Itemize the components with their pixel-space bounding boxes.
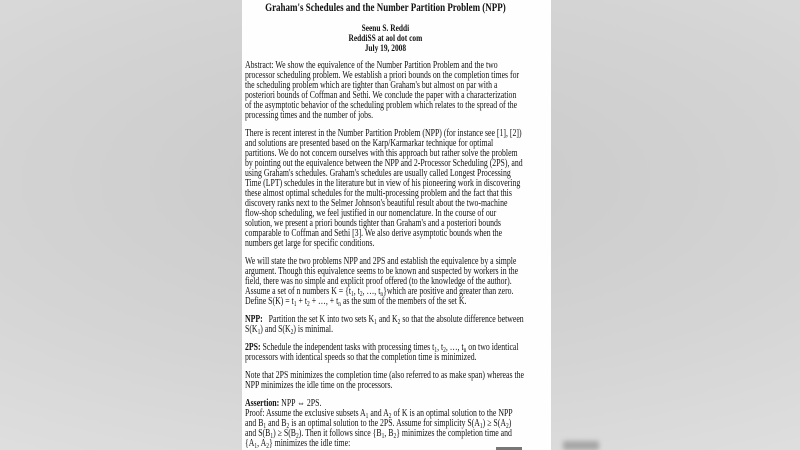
text-line: and $B_1$ and $B_2$ is an optimal solution to the 2PS. Assume for simplicity $S(A_1) \ge S(A_2)$	[245, 418, 512, 430]
text-line: {$A_1$, $A_2$} minimizes the idle time:	[245, 438, 351, 450]
text-line: these almost optimal schedules for the multi-processing problem and the fact that this	[245, 188, 512, 199]
text-line: argument. Though this equivalence seems to be known and suspected by workers in the	[245, 266, 519, 277]
text-line: processor scheduling problem. We establish a priori bounds on the completion times for	[245, 70, 520, 81]
text-line: solution, we present a priori bounds tighter than Graham's and a posteriori bounds	[245, 218, 501, 229]
text-line: processing times and the number of jobs.	[245, 110, 374, 121]
text-line: partitions. We do not concern ourselves with this approach but rather solve the problem	[245, 148, 518, 159]
paragraph-npp-definition	[245, 315, 551, 335]
text-line: Define $S(K) = t_1 + t_2$ + …, + $t_n$ as the sum of the members of the set K.	[245, 296, 467, 308]
paragraph-assertion-proof	[245, 399, 551, 449]
text-line: numbers get large for specific conditions.	[245, 238, 375, 249]
text-line: the scheduling problem which are tighter than Graham's but almost on par with a	[245, 80, 498, 91]
text-line: July 19, 2008	[364, 44, 407, 54]
text-line: and $S(B_1) \ge S(B_2)$. Then it follows since {$B_1$, $B_2$} minimizes the completion time and	[245, 428, 512, 440]
paragraph-problem-statement	[245, 257, 551, 307]
text-line: processors with identical speeds so that the completion time is minimized.	[245, 352, 477, 363]
text-line: posteriori bounds of Coffman and Sethi. We conclude the paper with a characterization	[245, 90, 517, 101]
text-line: and solutions are presented based on the Karp/Karmarkar technique for optimal	[245, 138, 494, 149]
text-line: Time (LPT) schedules in the literature but in view of his pioneering work in discovering	[245, 178, 521, 189]
text-line: discovery ranks next to the Selmer Johnson's beautiful result about the two-machine	[245, 198, 508, 209]
text-line: by pointing out the equivalence between the NPP and 2-Processor Scheduling (2PS), and	[245, 158, 523, 169]
text-line: Seenu S. Reddi	[361, 24, 410, 34]
page-corner-shadow	[563, 441, 599, 450]
paragraph-2ps-definition	[245, 343, 551, 363]
text-line: comparable to Coffman and Sethi [3]. We also derive asymptotic bounds when the	[245, 228, 503, 239]
document-page	[242, 0, 551, 450]
paragraph-abstract	[245, 61, 551, 121]
text-line: using Graham's schedules. Graham's schedules are usually called Longest Processing	[245, 168, 511, 179]
text-line: NPP minimizes the idle time on the processors.	[245, 380, 393, 391]
text-line: of the asymptotic behavior of the scheduling problem which relates to the spread of the	[245, 100, 518, 111]
text-line: field, there was no simple and explicit proof offered (to the knowledge of the author).	[245, 276, 512, 287]
text-line: NPP: Partition the set K into two sets $K_1$ and $K_2$ so that the absolute difference between	[245, 314, 524, 326]
text-line: flow-shop scheduling, we feel justified in our nomenclature. In the course of our	[245, 208, 497, 219]
text-line: There is recent interest in the Number Partition Problem (NPP) (for instance see [1], [2])	[245, 128, 522, 139]
text-line: $S(K_1)$ and $S(K_2)$ is minimal.	[245, 324, 334, 336]
text-line: ReddiSS at aol dot com	[348, 34, 423, 44]
text-line: Assertion: NPP ⇔ 2PS.	[245, 398, 322, 409]
page-content	[245, 0, 551, 449]
text-line: Note that 2PS minimizes the completion time (also referred to as make span) whereas the	[245, 370, 524, 381]
text-line: 2PS: Schedule the independent tasks with processing times $t_1$, $t_2$, …, $t_n$ on two identical	[245, 342, 519, 354]
text-line: We will state the two problems NPP and 2PS and establish the equivalence by a simple	[245, 256, 517, 267]
author-block	[245, 24, 551, 54]
text-line: Proof: Assume the exclusive subsets $A_1$ and $A_2$ of K is an optimal solution to the NPP	[245, 408, 513, 420]
paper-title: Graham's Schedules and the Number Partition Problem (NPP)	[265, 2, 506, 14]
paper-body	[245, 61, 551, 449]
text-line: Assume a set of n numbers $K = \{t_1$, $t_2$, …, $t_n\}which$ are positive and greater than zero.	[245, 286, 514, 298]
paragraph-introduction	[245, 129, 551, 249]
paragraph-note	[245, 371, 551, 391]
text-line: Abstract: We show the equivalence of the Number Partition Problem and the two	[245, 60, 498, 71]
